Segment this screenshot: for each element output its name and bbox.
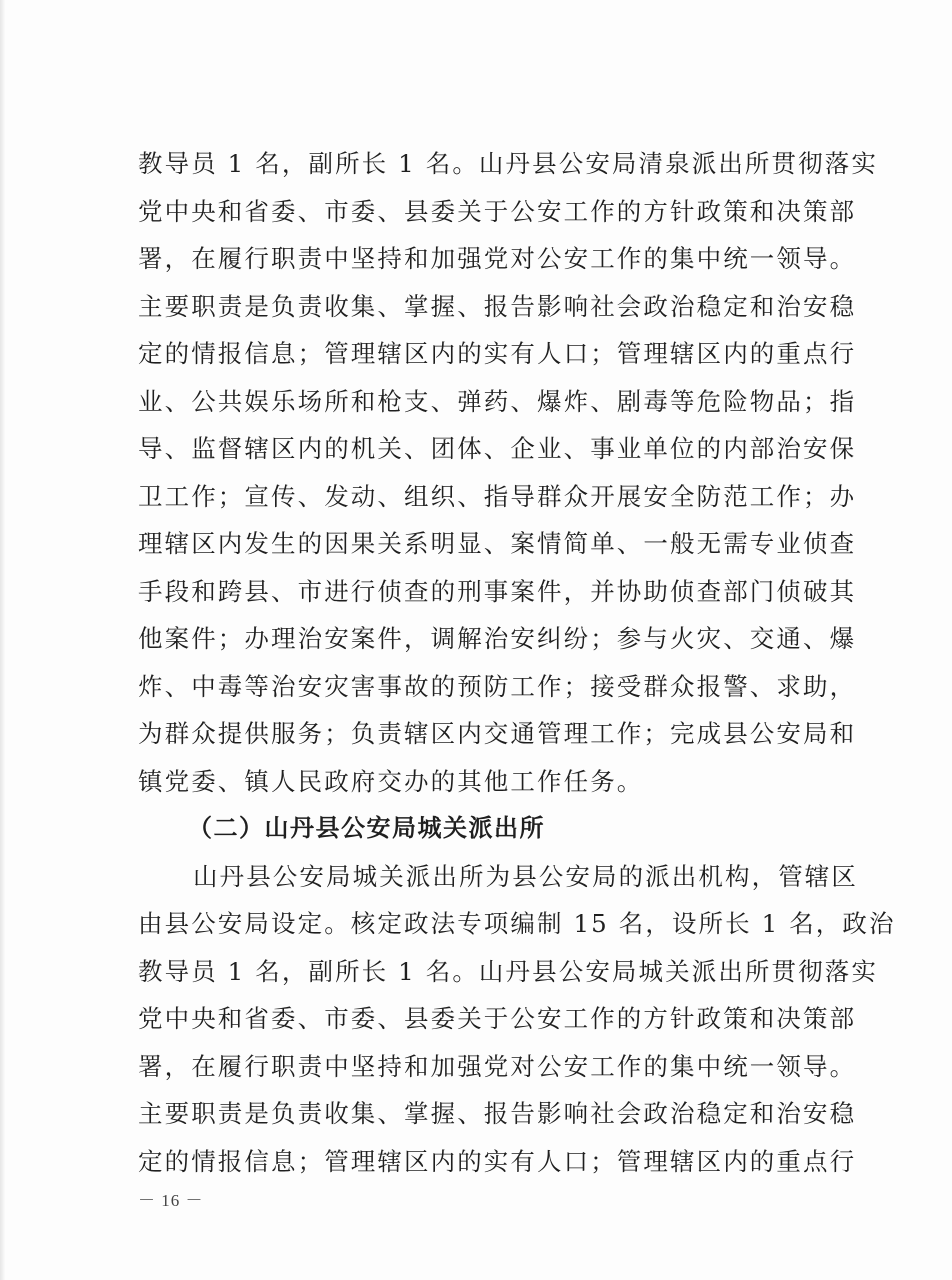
section-heading: （二）山丹县公安局城关派出所 — [188, 814, 545, 842]
text-line: 党中央和省委、市委、县委关于公安工作的方针政策和决策部 — [138, 1004, 857, 1033]
text-line: 手段和跨县、市进行侦查的刑事案件，并协助侦查部门侦破其 — [138, 576, 857, 606]
text-line: 党中央和省委、市委、县委关于公安工作的方针政策和决策部 — [138, 196, 857, 226]
text-line: 他案件；办理治安案件，调解治安纠纷；参与火灾、交通、爆 — [138, 624, 857, 653]
text-line: 定的情报信息；管理辖区内的实有人口；管理辖区内的重点行 — [138, 1146, 857, 1176]
text-line: 教导员 1 名，副所长 1 名。山丹县公安局城关派出所贯彻落实 — [138, 956, 878, 986]
text-line: 由县公安局设定。核定政法专项编制 15 名，设所长 1 名，政治 — [138, 909, 896, 938]
text-line: 教导员 1 名，副所长 1 名。山丹县公安局清泉派出所贯彻落实 — [138, 149, 878, 178]
text-line: 业、公共娱乐场所和枪支、弹药、爆炸、剧毒等危险物品；指 — [138, 386, 857, 416]
text-line: 导、监督辖区内的机关、团体、企业、事业单位的内部治安保 — [138, 434, 857, 463]
text-line: 为群众提供服务；负责辖区内交通管理工作；完成县公安局和 — [138, 719, 857, 748]
page-edge-shadow — [0, 0, 5, 1280]
page-number: － 16 － — [138, 1191, 204, 1210]
text-line: 定的情报信息；管理辖区内的实有人口；管理辖区内的重点行 — [138, 339, 857, 368]
text-line: 理辖区内发生的因果关系明显、案情简单、一般无需专业侦查 — [138, 529, 857, 558]
text-line: 主要职责是负责收集、掌握、报告影响社会政治稳定和治安稳 — [138, 291, 857, 321]
text-line: 镇党委、镇人民政府交办的其他工作任务。 — [138, 766, 644, 796]
text-line: 主要职责是负责收集、掌握、报告影响社会政治稳定和治安稳 — [138, 1099, 857, 1128]
text-line: 署，在履行职责中坚持和加强党对公安工作的集中统一领导。 — [138, 244, 857, 273]
text-line: 卫工作；宣传、发动、组织、指导群众开展安全防范工作；办 — [138, 481, 857, 511]
text-line: 山丹县公安局城关派出所为县公安局的派出机构，管辖区 — [193, 861, 858, 891]
document-body — [138, 140, 896, 1185]
text-line: 署，在履行职责中坚持和加强党对公安工作的集中统一领导。 — [138, 1051, 857, 1081]
text-line: 炸、中毒等治安灾害事故的预防工作；接受群众报警、求助， — [138, 671, 857, 701]
